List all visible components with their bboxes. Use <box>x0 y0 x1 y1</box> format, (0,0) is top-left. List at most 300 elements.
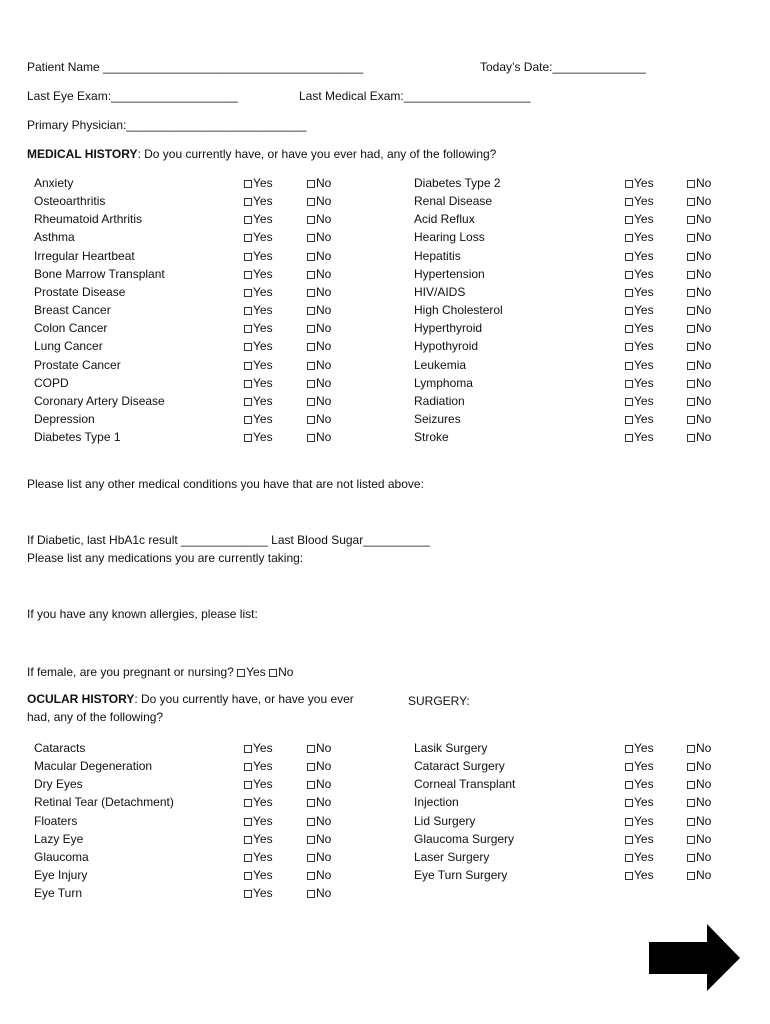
last-eye-exam-field[interactable]: Last Eye Exam:___________________ <box>27 89 238 103</box>
medical-condition-label: Irregular Heartbeat <box>34 248 135 263</box>
ocular-condition-label: Dry Eyes <box>34 777 83 792</box>
yes-label: Yes <box>634 357 654 372</box>
checkbox-icon <box>307 781 315 789</box>
checkbox-icon <box>625 818 633 826</box>
medical-condition-label: Breast Cancer <box>34 303 111 318</box>
checkbox-icon <box>625 380 633 388</box>
no-label: No <box>696 849 712 864</box>
yes-label: Yes <box>253 886 273 901</box>
no-label: No <box>278 665 294 679</box>
medical-condition-yes-checkbox[interactable] <box>625 394 654 408</box>
checkbox-icon <box>244 362 252 370</box>
no-label: No <box>316 375 332 390</box>
surgery-item-no-checkbox[interactable] <box>687 795 711 809</box>
checkbox-icon <box>687 307 695 315</box>
medical-condition-no-checkbox[interactable] <box>687 303 711 317</box>
medical-condition-yes-checkbox[interactable] <box>625 285 654 299</box>
surgery-item-label: Corneal Transplant <box>414 777 516 792</box>
next-page-arrow-icon[interactable] <box>649 924 741 992</box>
checkbox-icon <box>687 818 695 826</box>
checkbox-icon <box>625 763 633 771</box>
yes-label: Yes <box>634 303 654 318</box>
checkbox-icon <box>244 307 252 315</box>
medical-condition-no-checkbox[interactable] <box>687 394 711 408</box>
medical-condition-no-checkbox[interactable] <box>687 339 711 353</box>
surgery-item-label: Lasik Surgery <box>414 741 488 755</box>
yes-label: Yes <box>253 813 273 828</box>
no-label: No <box>696 430 712 445</box>
medical-condition-no-checkbox[interactable] <box>687 412 711 426</box>
medical-condition-yes-checkbox[interactable] <box>625 358 654 372</box>
yes-label: Yes <box>634 777 654 792</box>
yes-label: Yes <box>253 248 273 263</box>
checkbox-icon <box>307 799 315 807</box>
no-label: No <box>696 777 712 792</box>
yes-label: Yes <box>253 759 273 774</box>
surgery-heading: SURGERY: <box>408 694 470 708</box>
no-label: No <box>316 248 332 263</box>
no-label: No <box>696 230 712 245</box>
checkbox-icon <box>687 380 695 388</box>
medical-condition-yes-checkbox[interactable] <box>625 230 654 244</box>
no-label: No <box>316 741 332 755</box>
checkbox-icon <box>625 799 633 807</box>
pregnant-yes-checkbox[interactable] <box>237 665 266 679</box>
yes-label: Yes <box>253 741 273 755</box>
no-label: No <box>696 212 712 227</box>
surgery-item-no-checkbox[interactable] <box>687 759 711 773</box>
medical-condition-yes-checkbox[interactable] <box>625 176 654 190</box>
yes-label: Yes <box>634 339 654 354</box>
no-label: No <box>696 795 712 810</box>
yes-label: Yes <box>634 741 654 755</box>
yes-label: Yes <box>253 303 273 318</box>
surgery-item-label: Injection <box>414 795 459 810</box>
medical-condition-yes-checkbox[interactable] <box>625 212 654 226</box>
yes-label: Yes <box>253 339 273 354</box>
checkbox-icon <box>687 325 695 333</box>
medical-condition-no-checkbox[interactable] <box>307 194 331 208</box>
checkbox-icon <box>307 289 315 297</box>
checkbox-icon <box>244 763 252 771</box>
checkbox-icon <box>307 343 315 351</box>
surgery-item-label: Glaucoma Surgery <box>414 831 515 846</box>
medical-condition-no-checkbox[interactable] <box>307 412 331 426</box>
no-label: No <box>316 868 332 883</box>
no-label: No <box>316 357 332 372</box>
medical-condition-label: Radiation <box>414 393 465 408</box>
surgery-item-label: Lid Surgery <box>414 813 476 828</box>
yes-label: Yes <box>634 795 654 810</box>
no-label: No <box>316 266 332 281</box>
medical-condition-label: Hepatitis <box>414 248 461 263</box>
no-label: No <box>316 886 332 901</box>
no-label: No <box>316 393 332 408</box>
ocular-condition-yes-checkbox[interactable] <box>244 741 273 755</box>
medical-condition-label: Seizures <box>414 411 461 426</box>
no-label: No <box>696 813 712 828</box>
yes-label: Yes <box>634 176 654 190</box>
surgery-item-yes-checkbox[interactable] <box>625 777 654 791</box>
medical-condition-label: Lung Cancer <box>34 339 103 354</box>
ocular-condition-yes-checkbox[interactable] <box>244 759 273 773</box>
checkbox-icon <box>307 180 315 188</box>
yes-label: Yes <box>634 411 654 426</box>
medical-condition-no-checkbox[interactable] <box>687 321 711 335</box>
medical-condition-label: Hypothyroid <box>414 339 479 354</box>
medical-condition-no-checkbox[interactable] <box>687 358 711 372</box>
checkbox-icon <box>625 325 633 333</box>
ocular-condition-no-checkbox[interactable] <box>307 814 331 828</box>
checkbox-icon <box>244 872 252 880</box>
no-label: No <box>696 176 712 190</box>
checkbox-icon <box>244 799 252 807</box>
no-label: No <box>316 303 332 318</box>
medical-condition-yes-checkbox[interactable] <box>244 358 273 372</box>
medical-condition-no-checkbox[interactable] <box>687 376 711 390</box>
medical-condition-label: Asthma <box>34 230 75 245</box>
checkbox-icon <box>244 836 252 844</box>
surgery-item-no-checkbox[interactable] <box>687 850 711 864</box>
yes-label: Yes <box>634 393 654 408</box>
no-label: No <box>696 284 712 299</box>
medical-condition-yes-checkbox[interactable] <box>244 249 273 263</box>
ocular-condition-no-checkbox[interactable] <box>307 832 331 846</box>
medical-condition-yes-checkbox[interactable] <box>625 194 654 208</box>
checkbox-icon <box>244 289 252 297</box>
medical-condition-yes-checkbox[interactable] <box>244 230 273 244</box>
checkbox-icon <box>244 781 252 789</box>
yes-label: Yes <box>253 430 273 445</box>
checkbox-icon <box>244 271 252 279</box>
checkbox-icon <box>244 180 252 188</box>
checkbox-icon <box>307 380 315 388</box>
ocular-condition-yes-checkbox[interactable] <box>244 832 273 846</box>
checkbox-icon <box>307 763 315 771</box>
yes-label: Yes <box>253 230 273 245</box>
no-label: No <box>696 741 712 755</box>
checkbox-icon <box>244 398 252 406</box>
primary-physician-field[interactable]: Primary Physician:___________________________ <box>27 118 307 132</box>
checkbox-icon <box>625 198 633 206</box>
pregnant-no-checkbox[interactable] <box>269 665 293 679</box>
yes-label: Yes <box>634 430 654 445</box>
no-label: No <box>316 339 332 354</box>
checkbox-icon <box>244 890 252 898</box>
no-label: No <box>316 795 332 810</box>
checkbox-icon <box>687 799 695 807</box>
medical-condition-yes-checkbox[interactable] <box>625 249 654 263</box>
checkbox-icon <box>687 836 695 844</box>
checkbox-icon <box>625 289 633 297</box>
medical-condition-label: Bone Marrow Transplant <box>34 266 165 281</box>
ocular-condition-no-checkbox[interactable] <box>307 741 331 755</box>
ocular-condition-label: Macular Degeneration <box>34 759 153 774</box>
checkbox-icon <box>687 781 695 789</box>
medical-condition-no-checkbox[interactable] <box>687 285 711 299</box>
checkbox-icon <box>687 362 695 370</box>
medical-condition-no-checkbox[interactable] <box>307 267 331 281</box>
surgery-item-no-checkbox[interactable] <box>687 868 711 882</box>
medical-condition-yes-checkbox[interactable] <box>244 339 273 353</box>
ocular-condition-no-checkbox[interactable] <box>307 868 331 882</box>
ocular-condition-label: Lazy Eye <box>34 831 84 846</box>
medical-condition-no-checkbox[interactable] <box>687 176 711 190</box>
medical-condition-no-checkbox[interactable] <box>687 212 711 226</box>
medical-condition-no-checkbox[interactable] <box>307 358 331 372</box>
medical-condition-label: Rheumatoid Arthritis <box>34 212 143 227</box>
no-label: No <box>696 393 712 408</box>
checkbox-icon <box>307 234 315 242</box>
medical-condition-no-checkbox[interactable] <box>687 230 711 244</box>
yes-label: Yes <box>634 831 654 846</box>
no-label: No <box>316 284 332 299</box>
medical-condition-label: Hyperthyroid <box>414 321 483 336</box>
no-label: No <box>316 831 332 846</box>
no-label: No <box>316 176 332 190</box>
medical-condition-no-checkbox[interactable] <box>307 285 331 299</box>
ocular-condition-label: Floaters <box>34 813 78 828</box>
medical-condition-label: Diabetes Type 2 <box>414 176 501 190</box>
checkbox-icon <box>244 253 252 261</box>
medical-condition-label: Lymphoma <box>414 375 473 390</box>
checkbox-icon <box>625 416 633 424</box>
ocular-history-heading <box>27 690 372 726</box>
medical-condition-no-checkbox[interactable] <box>307 376 331 390</box>
surgery-item-label: Eye Turn Surgery <box>414 868 508 883</box>
surgery-item-yes-checkbox[interactable] <box>625 832 654 846</box>
ocular-condition-yes-checkbox[interactable] <box>244 795 273 809</box>
medical-history-heading <box>27 147 496 161</box>
medical-condition-yes-checkbox[interactable] <box>625 267 654 281</box>
checkbox-icon <box>244 343 252 351</box>
medical-condition-label: High Cholesterol <box>414 303 503 318</box>
medical-condition-no-checkbox[interactable] <box>687 430 711 444</box>
medical-condition-yes-checkbox[interactable] <box>244 394 273 408</box>
medical-condition-label: HIV/AIDS <box>414 284 466 299</box>
last-medical-exam-field[interactable]: Last Medical Exam:___________________ <box>299 89 531 103</box>
checkbox-icon <box>307 854 315 862</box>
medical-condition-yes-checkbox[interactable] <box>625 412 654 426</box>
todays-date-field[interactable]: Today’s Date:______________ <box>480 60 646 74</box>
checkbox-icon <box>244 198 252 206</box>
medical-condition-label: Leukemia <box>414 357 467 372</box>
medications-prompt: Please list any medications you are currently taking: <box>27 551 304 565</box>
no-label: No <box>696 194 712 209</box>
no-label: No <box>696 248 712 263</box>
surgery-item-yes-checkbox[interactable] <box>625 814 654 828</box>
checkbox-icon <box>687 234 695 242</box>
surgery-item-no-checkbox[interactable] <box>687 814 711 828</box>
yes-label: Yes <box>634 849 654 864</box>
checkbox-icon <box>687 745 695 753</box>
checkbox-icon <box>625 343 633 351</box>
medical-condition-yes-checkbox[interactable] <box>244 376 273 390</box>
yes-label: Yes <box>253 393 273 408</box>
medical-condition-yes-checkbox[interactable] <box>625 430 654 444</box>
checkbox-icon <box>307 198 315 206</box>
no-label: No <box>696 339 712 354</box>
checkbox-icon <box>687 343 695 351</box>
checkbox-icon <box>244 234 252 242</box>
yes-label: Yes <box>634 230 654 245</box>
diabetic-results-field[interactable]: If Diabetic, last HbA1c result _____________ Last Blood Sugar__________ <box>27 533 430 547</box>
medical-condition-label: Renal Disease <box>414 194 493 209</box>
checkbox-icon <box>307 434 315 442</box>
surgery-item-label: Laser Surgery <box>414 849 490 864</box>
checkbox-icon <box>244 854 252 862</box>
no-label: No <box>696 375 712 390</box>
yes-label: Yes <box>253 849 273 864</box>
ocular-condition-no-checkbox[interactable] <box>307 777 331 791</box>
medical-condition-yes-checkbox[interactable] <box>244 303 273 317</box>
checkbox-icon <box>244 325 252 333</box>
medical-condition-no-checkbox[interactable] <box>307 321 331 335</box>
medical-condition-label: Hearing Loss <box>414 230 485 245</box>
medical-condition-label: Prostate Disease <box>34 284 126 299</box>
ocular-condition-no-checkbox[interactable] <box>307 886 331 900</box>
yes-label: Yes <box>253 795 273 810</box>
ocular-condition-yes-checkbox[interactable] <box>244 850 273 864</box>
ocular-condition-no-checkbox[interactable] <box>307 850 331 864</box>
medical-condition-yes-checkbox[interactable] <box>244 430 273 444</box>
checkbox-icon <box>269 669 277 677</box>
surgery-item-yes-checkbox[interactable] <box>625 868 654 882</box>
ocular-condition-label: Glaucoma <box>34 849 89 864</box>
yes-label: Yes <box>634 813 654 828</box>
medical-condition-yes-checkbox[interactable] <box>244 212 273 226</box>
checkbox-icon <box>625 745 633 753</box>
pregnant-nursing-question <box>27 665 293 679</box>
surgery-item-yes-checkbox[interactable] <box>625 795 654 809</box>
medical-condition-yes-checkbox[interactable] <box>625 339 654 353</box>
checkbox-icon <box>625 271 633 279</box>
medical-condition-label: Prostate Cancer <box>34 357 121 372</box>
medical-condition-no-checkbox[interactable] <box>307 249 331 263</box>
ocular-condition-no-checkbox[interactable] <box>307 795 331 809</box>
checkbox-icon <box>307 416 315 424</box>
checkbox-icon <box>625 307 633 315</box>
medical-condition-yes-checkbox[interactable] <box>625 376 654 390</box>
other-conditions-prompt: Please list any other medical conditions you have that are not listed above: <box>27 477 424 491</box>
medical-condition-yes-checkbox[interactable] <box>244 285 273 299</box>
checkbox-icon <box>237 669 245 677</box>
medical-condition-no-checkbox[interactable] <box>307 394 331 408</box>
yes-label: Yes <box>253 266 273 281</box>
ocular-condition-yes-checkbox[interactable] <box>244 814 273 828</box>
ocular-history-title: OCULAR HISTORY <box>27 692 135 706</box>
medical-condition-no-checkbox[interactable] <box>307 339 331 353</box>
surgery-item-no-checkbox[interactable] <box>687 777 711 791</box>
checkbox-icon <box>307 836 315 844</box>
checkbox-icon <box>307 398 315 406</box>
surgery-item-no-checkbox[interactable] <box>687 741 711 755</box>
medical-condition-no-checkbox[interactable] <box>307 230 331 244</box>
surgery-item-yes-checkbox[interactable] <box>625 850 654 864</box>
no-label: No <box>696 759 712 774</box>
yes-label: Yes <box>253 176 273 190</box>
ocular-condition-no-checkbox[interactable] <box>307 759 331 773</box>
ocular-condition-label: Retinal Tear (Detachment) <box>34 795 174 810</box>
no-label: No <box>696 357 712 372</box>
medical-condition-yes-checkbox[interactable] <box>244 194 273 208</box>
medical-condition-yes-checkbox[interactable] <box>244 176 273 190</box>
yes-label: Yes <box>253 777 273 792</box>
no-label: No <box>696 411 712 426</box>
surgery-item-no-checkbox[interactable] <box>687 832 711 846</box>
checkbox-icon <box>687 854 695 862</box>
checkbox-icon <box>307 818 315 826</box>
no-label: No <box>316 212 332 227</box>
medical-condition-yes-checkbox[interactable] <box>244 267 273 281</box>
medical-condition-no-checkbox[interactable] <box>307 303 331 317</box>
checkbox-icon <box>625 398 633 406</box>
ocular-condition-yes-checkbox[interactable] <box>244 886 273 900</box>
checkbox-icon <box>307 325 315 333</box>
checkbox-icon <box>625 253 633 261</box>
medical-condition-no-checkbox[interactable] <box>307 212 331 226</box>
surgery-item-yes-checkbox[interactable] <box>625 741 654 755</box>
yes-label: Yes <box>634 868 654 883</box>
checkbox-icon <box>625 216 633 224</box>
medical-condition-no-checkbox[interactable] <box>687 249 711 263</box>
ocular-condition-yes-checkbox[interactable] <box>244 868 273 882</box>
ocular-condition-yes-checkbox[interactable] <box>244 777 273 791</box>
checkbox-icon <box>625 234 633 242</box>
yes-label: Yes <box>253 194 273 209</box>
checkbox-icon <box>307 872 315 880</box>
checkbox-icon <box>244 216 252 224</box>
yes-label: Yes <box>634 212 654 227</box>
medical-condition-yes-checkbox[interactable] <box>625 303 654 317</box>
medical-condition-label: Osteoarthritis <box>34 194 106 209</box>
medical-condition-label: Hypertension <box>414 266 485 281</box>
checkbox-icon <box>687 398 695 406</box>
yes-label: Yes <box>253 212 273 227</box>
patient-name-field[interactable]: Patient Name _______________________________________ <box>27 60 364 74</box>
checkbox-icon <box>687 198 695 206</box>
medical-condition-label: Stroke <box>414 430 449 445</box>
no-label: No <box>316 430 332 445</box>
surgery-item-yes-checkbox[interactable] <box>625 759 654 773</box>
medical-condition-no-checkbox[interactable] <box>687 267 711 281</box>
medical-condition-yes-checkbox[interactable] <box>625 321 654 335</box>
no-label: No <box>696 266 712 281</box>
checkbox-icon <box>687 180 695 188</box>
checkbox-icon <box>244 380 252 388</box>
yes-label: Yes <box>246 665 266 679</box>
medical-condition-no-checkbox[interactable] <box>307 430 331 444</box>
no-label: No <box>696 868 712 883</box>
medical-condition-no-checkbox[interactable] <box>307 176 331 190</box>
yes-label: Yes <box>634 375 654 390</box>
no-label: No <box>316 321 332 336</box>
medical-condition-no-checkbox[interactable] <box>687 194 711 208</box>
checkbox-icon <box>687 763 695 771</box>
checkbox-icon <box>307 890 315 898</box>
checkbox-icon <box>307 745 315 753</box>
checkbox-icon <box>307 216 315 224</box>
ocular-condition-label: Cataracts <box>34 741 86 755</box>
medical-condition-label: Diabetes Type 1 <box>34 430 121 445</box>
medical-condition-yes-checkbox[interactable] <box>244 412 273 426</box>
checkbox-icon <box>625 781 633 789</box>
checkbox-icon <box>687 872 695 880</box>
checkbox-icon <box>307 271 315 279</box>
medical-condition-yes-checkbox[interactable] <box>244 321 273 335</box>
checkbox-icon <box>687 271 695 279</box>
ocular-condition-label: Eye Turn <box>34 886 83 901</box>
